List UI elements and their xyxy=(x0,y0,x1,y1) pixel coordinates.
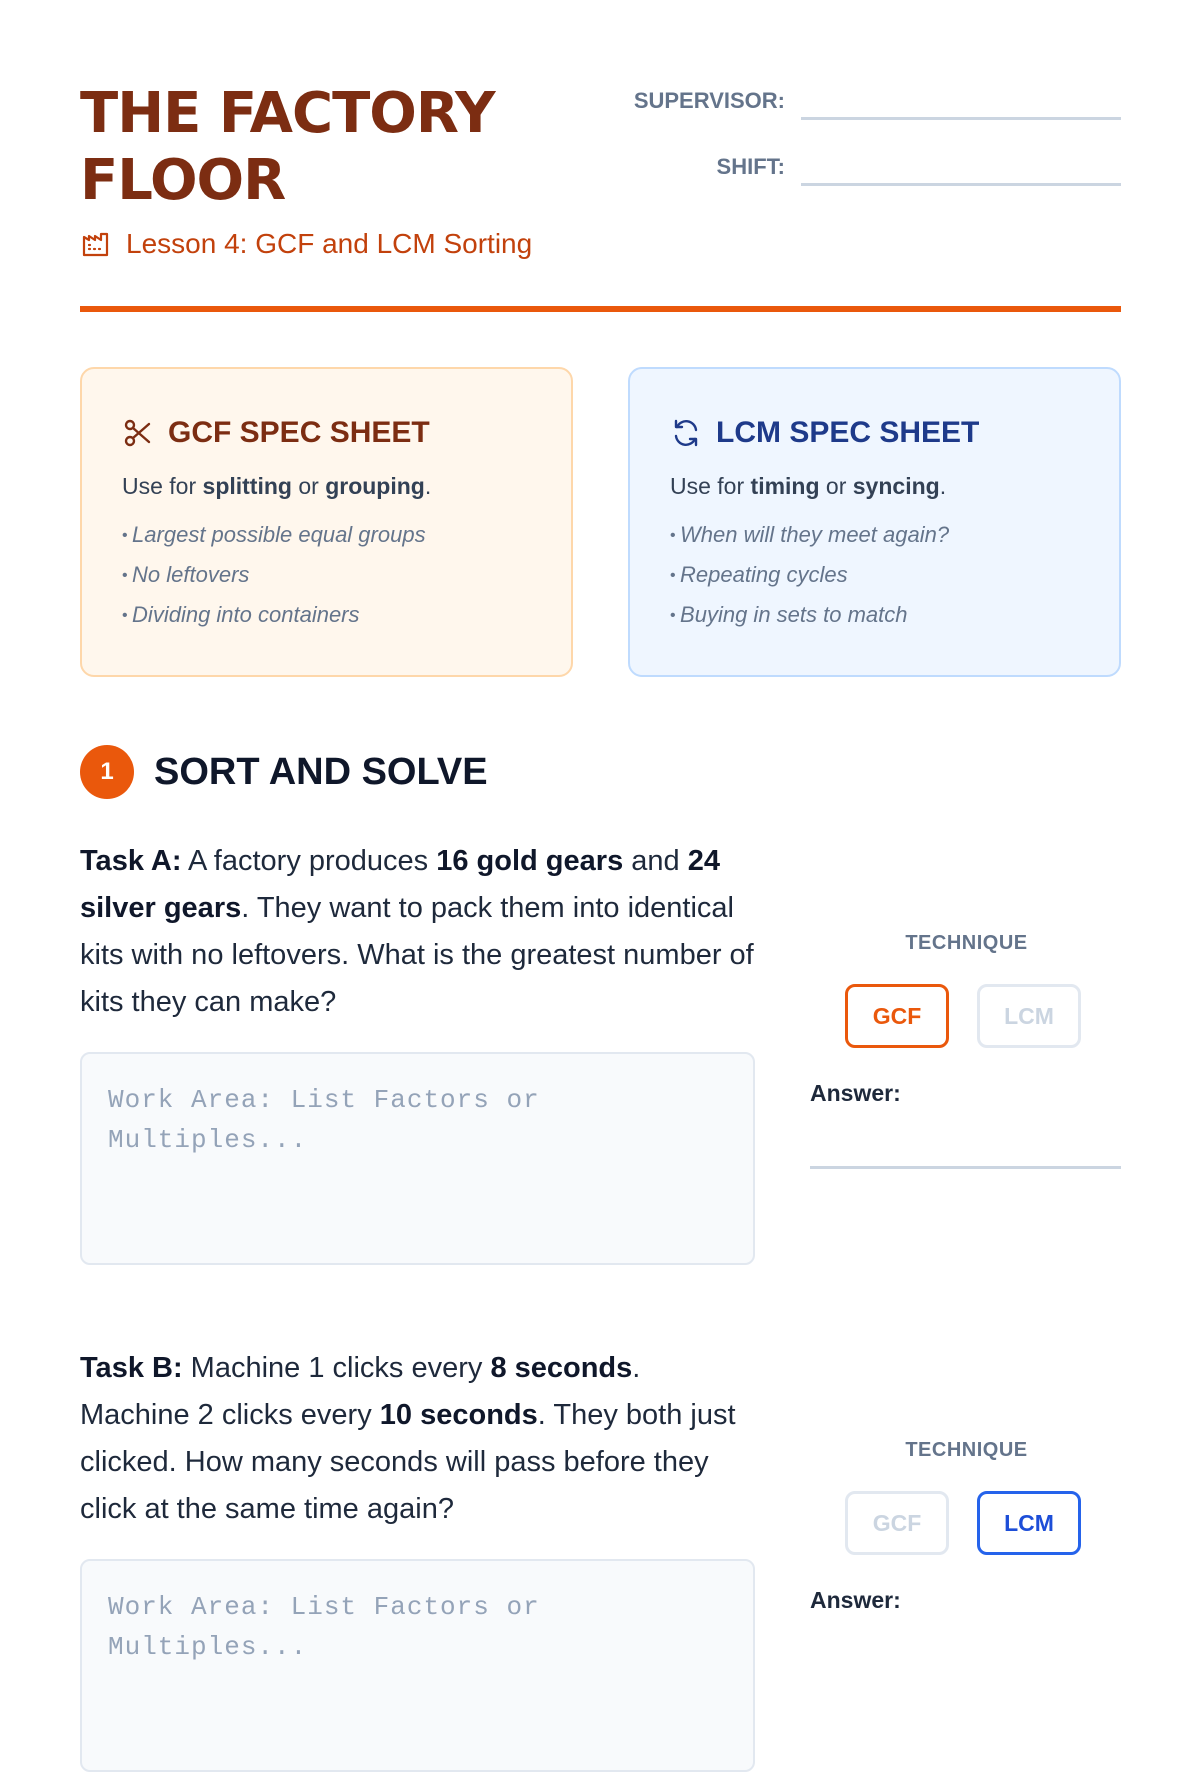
list-item: • Buying in sets to match xyxy=(670,599,1079,639)
task-a-technique-toggle xyxy=(845,984,1081,1048)
supervisor-field-row xyxy=(621,84,1121,120)
task-b-gcf-button[interactable]: GCF xyxy=(845,1491,949,1555)
task-a-lcm-button[interactable]: LCM xyxy=(977,984,1081,1048)
task-a-work-area[interactable]: Work Area: List Factors or Multiples... xyxy=(80,1052,755,1265)
list-item: • When will they meet again? xyxy=(670,519,1079,559)
task-b-technique-toggle xyxy=(845,1491,1081,1555)
lesson-text: Lesson 4: GCF and LCM Sorting xyxy=(126,228,533,259)
page-title xyxy=(80,80,600,214)
refresh-icon xyxy=(670,417,702,449)
gcf-spec-sheet xyxy=(80,367,573,677)
lcm-spec-sheet xyxy=(628,367,1121,677)
task-a-gcf-button[interactable]: GCF xyxy=(845,984,949,1048)
task-a-question: Task A: A factory produces 16 gold gears and 24 silver gears. They want to pack them into identical kits with no leftovers. What is the greatest number of kits they can make? xyxy=(80,845,754,1018)
task-a-answer-line[interactable] xyxy=(810,1166,1121,1169)
list-item: • Repeating cycles xyxy=(670,559,1079,599)
gcf-spec-use: Use for splitting or grouping. xyxy=(122,473,432,499)
title-line-1: THE FACTORY xyxy=(80,81,495,146)
list-item: • No leftovers xyxy=(122,559,531,599)
lcm-spec-list xyxy=(670,519,1079,639)
task-b-technique-label: TECHNIQUE xyxy=(905,1439,1028,1461)
lcm-spec-title: LCM SPEC SHEET xyxy=(716,416,980,449)
factory-icon xyxy=(80,228,112,260)
task-a-technique-label: TECHNIQUE xyxy=(905,932,1028,954)
section-number-badge: 1 xyxy=(80,745,134,799)
lcm-spec-heading xyxy=(670,413,1079,453)
task-b-work-area[interactable]: Work Area: List Factors or Multiples... xyxy=(80,1559,755,1772)
task-a-answer-label: Answer: xyxy=(810,1080,901,1106)
gcf-spec-title: GCF SPEC SHEET xyxy=(168,416,430,449)
supervisor-input-line[interactable] xyxy=(801,117,1121,120)
shift-input-line[interactable] xyxy=(801,183,1121,186)
list-item: • Largest possible equal groups xyxy=(122,519,531,559)
scissors-icon xyxy=(122,417,154,449)
header-divider xyxy=(80,306,1121,312)
shift-field-row xyxy=(621,150,1121,186)
section-heading xyxy=(80,745,488,799)
title-line-2: FLOOR xyxy=(80,148,286,213)
gcf-spec-heading xyxy=(122,413,531,453)
lesson-subtitle xyxy=(80,226,532,262)
worksheet-page xyxy=(80,0,1121,1662)
supervisor-label: SUPERVISOR: xyxy=(633,88,785,113)
gcf-spec-list xyxy=(122,519,531,639)
lcm-spec-use: Use for timing or syncing. xyxy=(670,473,947,499)
shift-label: SHIFT: xyxy=(716,154,785,179)
task-b-lcm-button[interactable]: LCM xyxy=(977,1491,1081,1555)
task-b-answer-label: Answer: xyxy=(810,1587,901,1613)
list-item: • Dividing into containers xyxy=(122,599,531,639)
section-title: SORT AND SOLVE xyxy=(154,750,488,793)
task-b-question: Task B: Machine 1 clicks every 8 seconds. Machine 2 clicks every 10 seconds. They both just clicked. How many seconds will pass before they click at the same time again? xyxy=(80,1352,736,1525)
